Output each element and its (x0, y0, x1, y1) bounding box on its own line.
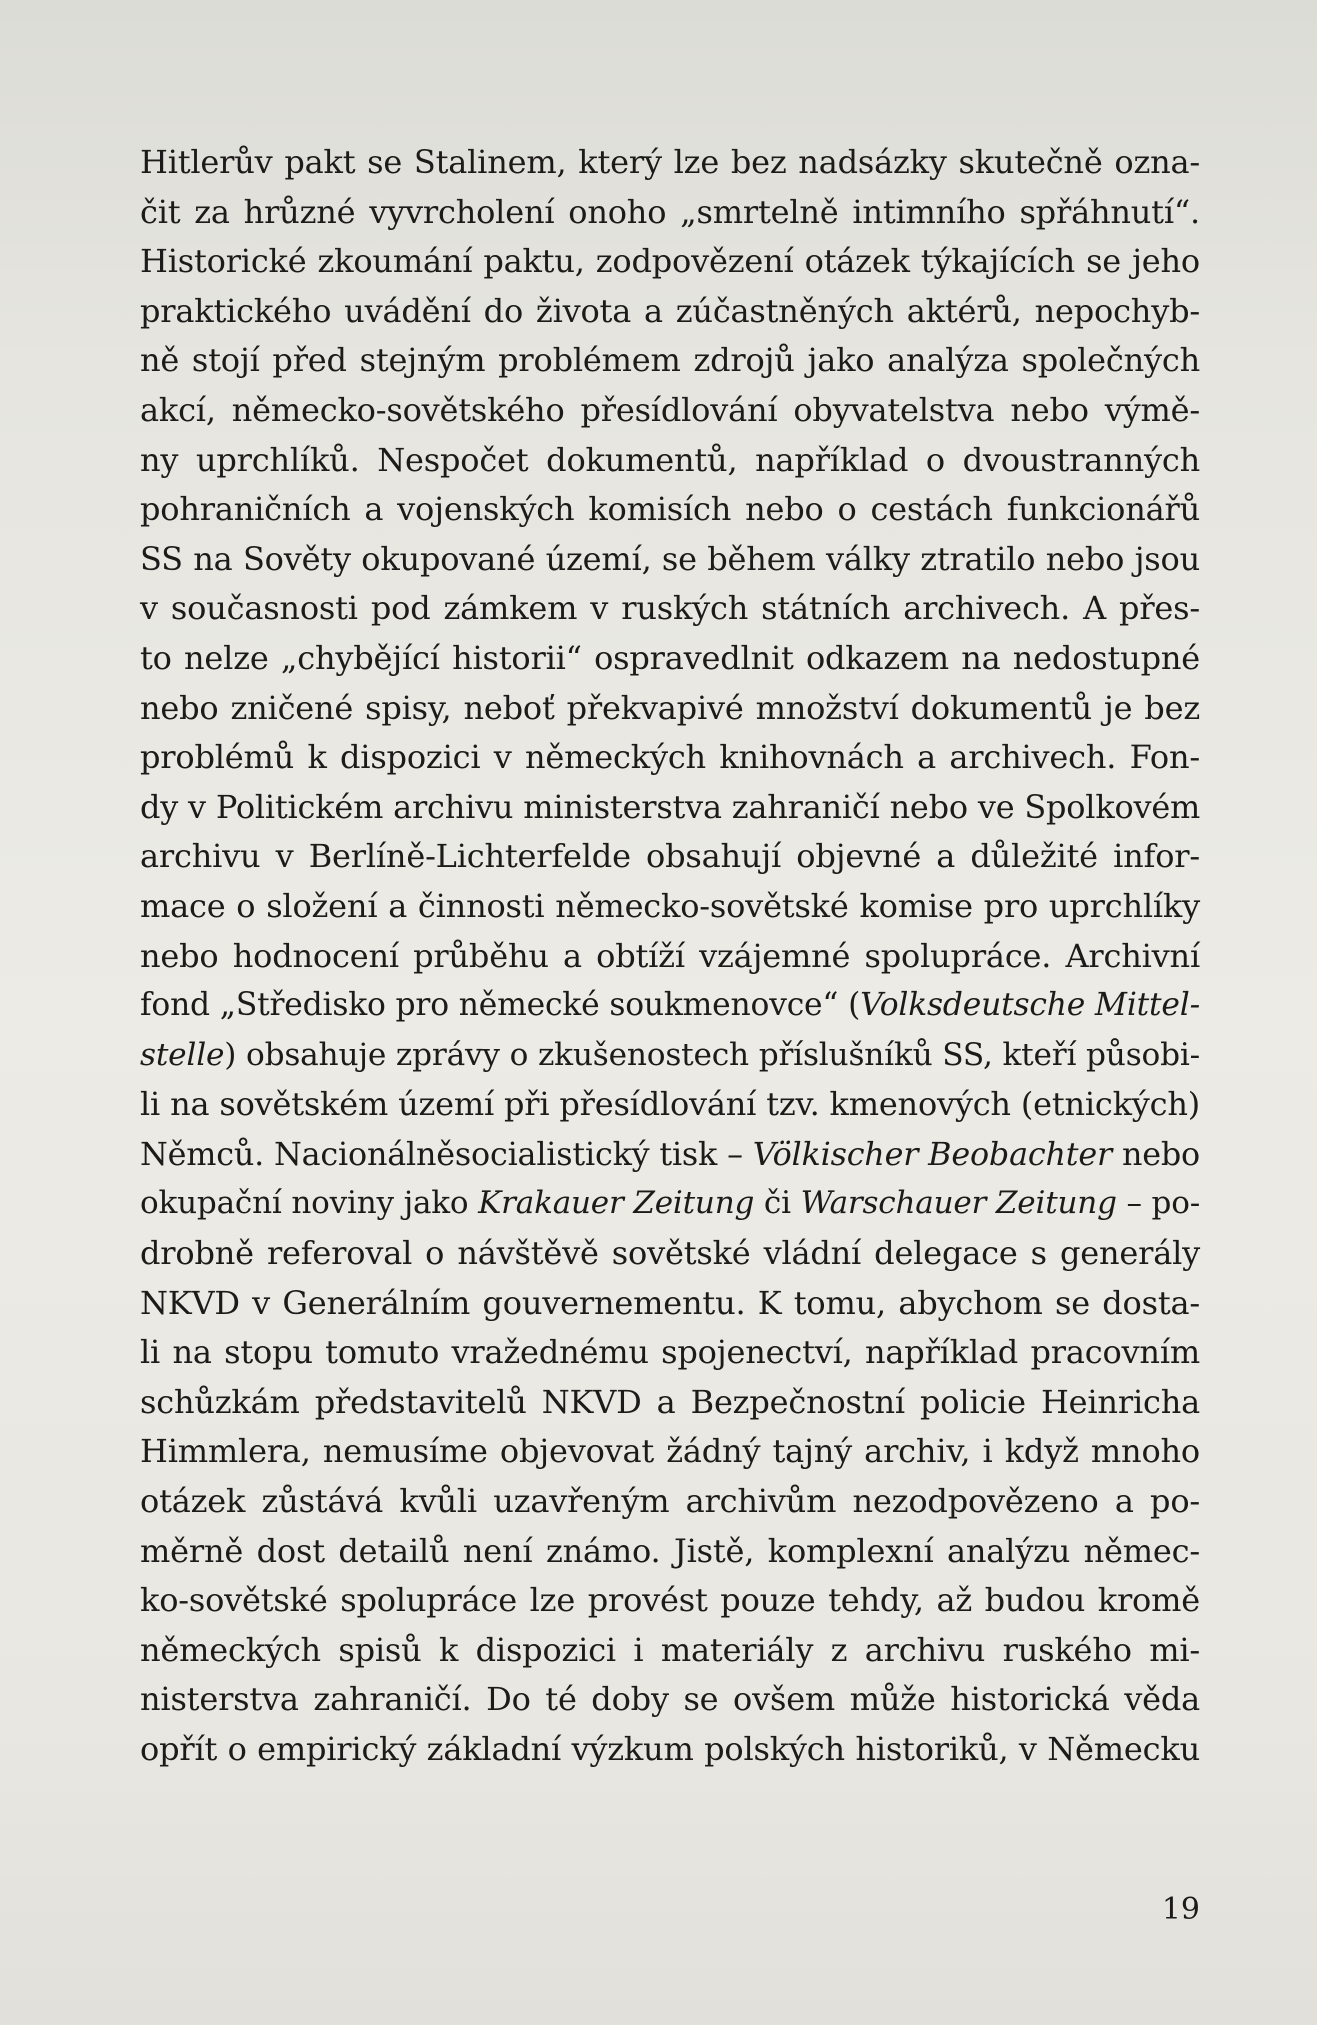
text-line: Historické zkoumání paktu, zodpovězení otázek týkajících se jeho (140, 242, 1200, 281)
text-line: nebo hodnocení průběhu a obtíží vzájemné spolupráce. Archivní (140, 936, 1200, 975)
text-line: archivu v Berlíně-Lichterfelde obsahují objevné a důležité infor- (140, 837, 1200, 876)
text-line: li na sovětském území při přesídlování tzv. kmenových (etnických) (140, 1085, 1200, 1124)
text-line: stelle) obsahuje zprávy o zkušenostech příslušníků SS, kteří působi- (140, 1036, 1200, 1073)
text-line: opřít o empirický základní výzkum polských historiků, v Německu (140, 1730, 1200, 1768)
text-line: drobně referoval o návštěvě sovětské vládní delegace s generály (140, 1234, 1200, 1273)
text-line: praktického uvádění do života a zúčastněných aktérů, nepochyb- (140, 291, 1200, 330)
text-line: ny uprchlíků. Nespočet dokumentů, například o dvoustranných (140, 440, 1200, 479)
italic-title: Warschauer Zeitung (800, 1185, 1117, 1222)
italic-title: stelle (140, 1036, 225, 1073)
text-line: ko-sovětské spolupráce lze provést pouze tehdy, až budou kromě (140, 1581, 1200, 1620)
body-paragraph (140, 138, 1200, 1775)
text-line: dy v Politickém archivu ministerstva zahraničí nebo ve Spolkovém (140, 787, 1201, 826)
text-line: NKVD v Generálním gouvernementu. K tomu, abychom se dosta- (140, 1283, 1200, 1322)
text-line: mace o složení a činnosti německo-sovětské komise pro uprchlíky (140, 886, 1200, 925)
text-line: nisterstva zahraničí. Do té doby se ovšem může historická věda (140, 1680, 1200, 1719)
italic-title: Völkischer Beobachter (752, 1134, 1112, 1173)
text-line: Němců. Nacionálněsocialistický tisk – Völkischer Beobachter nebo (140, 1134, 1200, 1173)
page-number: 19 (1161, 1892, 1200, 1927)
italic-title: Krakauer Zeitung (478, 1185, 755, 1222)
text-line: to nelze „chybějící historii“ ospravedlnit odkazem na nedostupné (140, 638, 1200, 677)
text-line: v současnosti pod zámkem v ruských státních archivech. A přes- (140, 589, 1200, 628)
text-line: problémů k dispozici v německých knihovnách a archivech. Fon- (140, 738, 1200, 777)
text-line: měrně dost detailů není známo. Jistě, komplexní analýzu němec- (140, 1531, 1200, 1570)
text-line: německých spisů k dispozici i materiály z archivu ruského mi- (140, 1630, 1200, 1669)
text-line: fond „Středisko pro německé soukmenovce“ (Volksdeutsche Mittel- (140, 987, 1200, 1024)
text-line: akcí, německo-sovětského přesídlování obyvatelstva nebo výmě- (140, 390, 1200, 429)
text-line: li na stopu tomuto vražednému spojenectví, například pracovním (140, 1333, 1200, 1372)
text-line: okupační noviny jako Krakauer Zeitung či Warschauer Zeitung – po- (140, 1185, 1201, 1222)
text-line: SS na Sověty okupované území, se během války ztratilo nebo jsou (140, 539, 1200, 578)
text-line: otázek zůstává kvůli uzavřeným archivům nezodpovězeno a po- (140, 1482, 1200, 1521)
text-line: ně stojí před stejným problémem zdrojů jako analýza společných (140, 341, 1200, 380)
text-line: nebo zničené spisy, neboť překvapivé množství dokumentů je bez (140, 688, 1200, 727)
italic-title: Volksdeutsche Mittel- (860, 987, 1200, 1024)
text-line: pohraničních a vojenských komisích nebo o cestách funkcionářů (140, 490, 1200, 529)
text-line: čit za hrůzné vyvrcholení onoho „smrtelně intimního spřáhnutí“. (140, 192, 1200, 231)
text-line: Hitlerův pakt se Stalinem, který lze bez nadsázky skutečně ozna- (140, 143, 1200, 181)
text-line: schůzkám představitelů NKVD a Bezpečnostní policie Heinricha (140, 1382, 1200, 1421)
text-line: Himmlera, nemusíme objevovat žádný tajný archiv, i když mnoho (140, 1432, 1200, 1471)
